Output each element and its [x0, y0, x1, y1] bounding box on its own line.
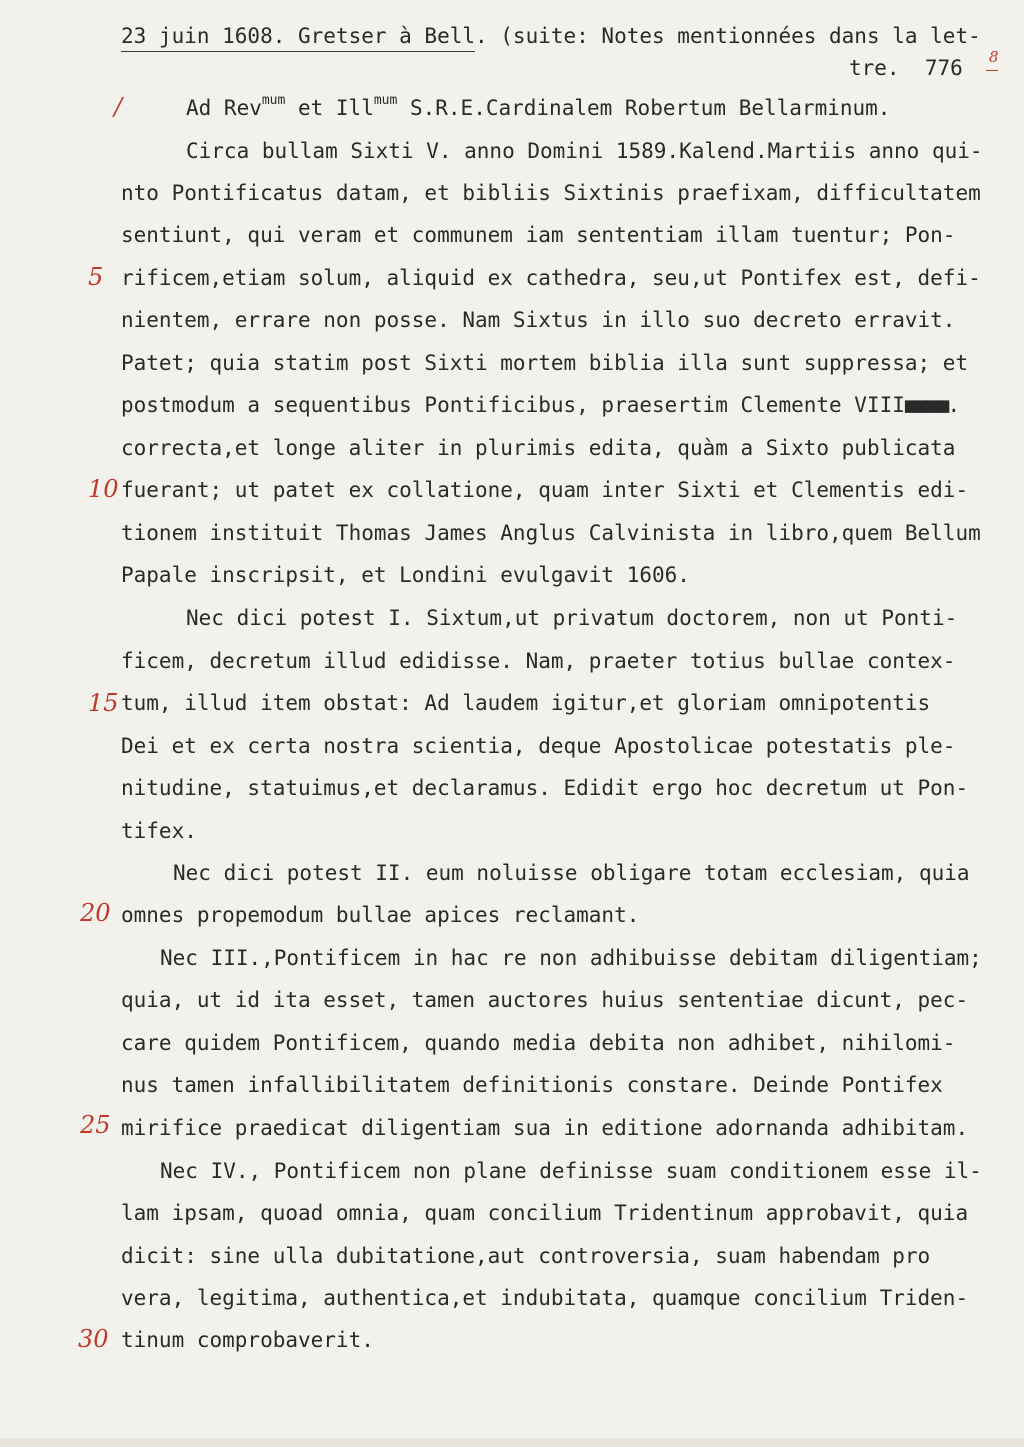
text-line: nitudine, statuimus,et declaramus. Edidit ergo hoc decretum ut Pon- — [121, 776, 969, 800]
salutation-mid: et Ill — [285, 96, 374, 120]
text-line: omnes propemodum bullae apices reclamant. — [121, 903, 640, 927]
text-line: Nec III.,Pontificem in hac re non adhibuisse debitam diligentiam; — [160, 946, 982, 970]
salutation-post: S.R.E.Cardinalem Robertum Bellarminum. — [397, 96, 891, 120]
text-line: Nec dici potest I. Sixtum,ut privatum doctorem, non ut Ponti- — [186, 606, 958, 630]
strikeout: ■■■■. — [904, 393, 959, 417]
margin-number: 20 — [80, 899, 111, 927]
header-line-2 — [0, 52, 1024, 84]
text-line: quia, ut id ita esset, tamen auctores huius sententiae dicunt, pec- — [121, 988, 969, 1012]
text-line: mirifice praedicat diligentiam sua in editione adornanda adhibitam. — [121, 1116, 969, 1140]
salutation-pre: Ad Rev — [186, 96, 262, 120]
text-line: nientem, errare non posse. Nam Sixtus in illo suo decreto erravit. — [121, 308, 956, 332]
text-line: Dei et ex certa nostra scientia, deque Apostolicae potestatis ple- — [121, 734, 956, 758]
text-line: nus tamen infallibilitatem definitionis constare. Deinde Pontifex — [121, 1073, 943, 1097]
text-line: tionem instituit Thomas James Anglus Calvinista in libro,quem Bellum — [121, 521, 981, 545]
text-line: Nec IV., Pontificem non plane definisse suam conditionem esse il- — [160, 1159, 982, 1183]
text-line: fuerant; ut patet ex collatione, quam inter Sixti et Clementis edi- — [121, 478, 969, 502]
text-line: ficem, decretum illud edidisse. Nam, praeter totius bullae contex- — [121, 649, 956, 673]
text-line: Circa bullam Sixti V. anno Domini 1589.Kalend.Martiis anno qui- — [186, 139, 983, 163]
text-line: vera, legitima, authentica,et indubitata, quamque concilium Triden- — [121, 1286, 969, 1310]
text-line: nto Pontificatus datam, et bibliis Sixtinis praefixam, difficultatem — [121, 181, 981, 205]
margin-number: 15 — [88, 689, 119, 717]
text-line: dicit: sine ulla dubitatione,aut controversia, suam habendam pro — [121, 1244, 931, 1268]
salutation-sup-1: mum — [261, 93, 286, 108]
header-continuation: tre. 776 — [849, 56, 963, 80]
text-line: care quidem Pontificem, quando media debita non adhibet, nihilomi- — [121, 1031, 956, 1055]
scan-edge — [0, 1438, 1024, 1447]
text-line: Papale inscripsit, et Londini evulgavit 1606. — [121, 563, 690, 587]
margin-number: 25 — [80, 1111, 111, 1139]
margin-number: / — [114, 93, 123, 121]
margin-number: 30 — [78, 1325, 109, 1353]
text-line: correcta,et longe aliter in plurimis edita, quàm a Sixto publicata — [121, 436, 956, 460]
text-line: sentiunt, qui veram et communem iam sententiam illam tuentur; Pon- — [121, 223, 956, 247]
text-line: postmodum a sequentibus Pontificibus, praesertim Clemente VIII■■■■. — [121, 393, 959, 417]
text-line: lam ipsam, quoad omnia, quam concilium Tridentinum approbavit, quia — [121, 1201, 969, 1225]
header-line-1 — [0, 20, 1024, 52]
text-line: tinum comprobaverit. — [121, 1328, 374, 1352]
page-mark: 8 — [989, 48, 999, 66]
margin-number: 10 — [88, 475, 119, 503]
page-mark-underline — [986, 70, 998, 71]
text-line: rificem,etiam solum, aliquid ex cathedra, seu,ut Pontifex est, defi- — [121, 266, 981, 290]
text-line: tum, illud item obstat: Ad laudem igitur,et gloriam omnipotentis — [121, 691, 931, 715]
salutation — [0, 92, 1024, 124]
text-line: Nec dici potest II. eum noluisse obligare totam ecclesiam, quia — [173, 861, 970, 885]
header-title: 23 juin 1608. Gretser à Bell. (suite: Notes mentionnées dans la let- — [121, 24, 981, 48]
text-line: tifex. — [121, 819, 197, 843]
margin-number: 5 — [88, 263, 104, 291]
text-line: Patet; quia statim post Sixti mortem biblia illa sunt suppressa; et — [121, 351, 969, 375]
salutation-sup-2: mum — [373, 93, 398, 108]
